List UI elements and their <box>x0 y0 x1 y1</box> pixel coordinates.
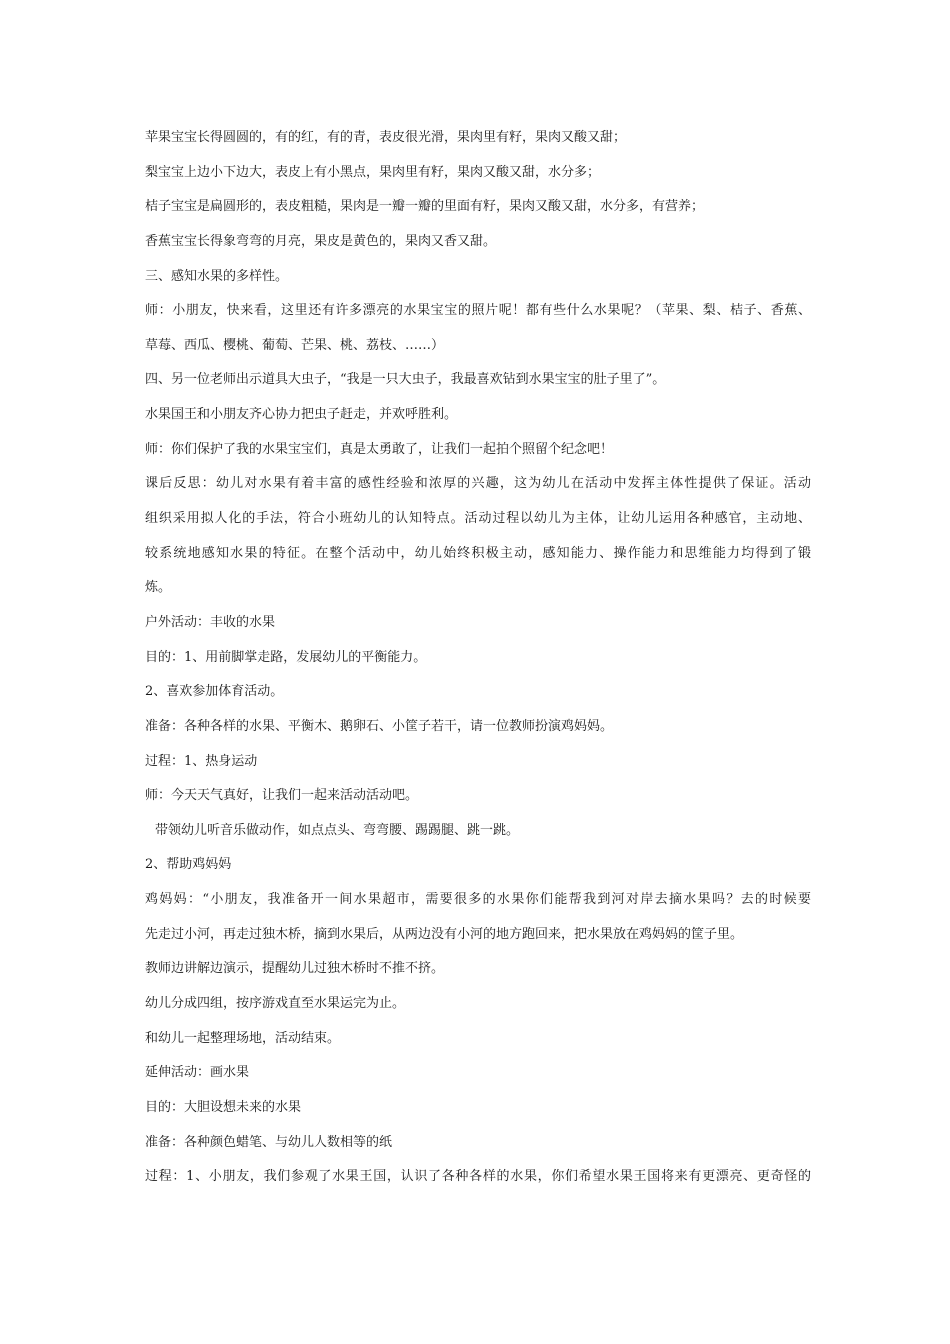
paragraph-line: 香蕉宝宝长得象弯弯的月亮，果皮是黄色的，果肉又香又甜。 <box>145 233 497 249</box>
paragraph-line: 师：你们保护了我的水果宝宝们，真是太勇敢了，让我们一起拍个照留个纪念吧！ <box>145 441 614 457</box>
paragraph-line: 幼儿分成四组，按序游戏直至水果运完为止。 <box>145 996 406 1012</box>
paragraph-line: 草莓、西瓜、樱桃、葡萄、芒果、桃、荔枝、……） <box>145 337 445 353</box>
section-heading: 四、另一位老师出示道具大虫子，“我是一只大虫子，我最喜欢钻到水果宝宝的肚子里了”。 <box>145 372 666 388</box>
paragraph-line: 带领幼儿听音乐做动作，如点点头、弯弯腰、踢踢腿、跳一跳。 <box>155 822 520 838</box>
paragraph-line: 目的：大胆设想未来的水果 <box>145 1099 302 1115</box>
section-heading: 户外活动：丰收的水果 <box>145 614 276 630</box>
paragraph-line: 师：今天天气真好，让我们一起来活动活动吧。 <box>145 788 419 804</box>
paragraph-line: 水果国王和小朋友齐心协力把虫子赶走，并欢呼胜利。 <box>145 407 458 423</box>
paragraph-line: 过程：1、小朋友，我们参观了水果王国，认识了各种各样的水果，你们希望水果王国将来有更漂亮、更奇怪的 <box>145 1169 811 1185</box>
paragraph-line: 梨宝宝上边小下边大，表皮上有小黑点，果肉里有籽，果肉又酸又甜，水分多； <box>145 164 601 180</box>
paragraph-line: 先走过小河，再走过独木桥，摘到水果后，从两边没有小河的地方跑回来，把水果放在鸡妈妈的筐子里。 <box>145 926 744 942</box>
paragraph-line: 准备：各种各样的水果、平衡木、鹅卵石、小筐子若干，请一位教师扮演鸡妈妈。 <box>145 718 614 734</box>
paragraph-line: 过程：1、热身运动 <box>145 753 258 769</box>
paragraph-line: 2、帮助鸡妈妈 <box>145 857 232 873</box>
paragraph-line: 较系统地感知水果的特征。在整个活动中，幼儿始终积极主动，感知能力、操作能力和思维能力均得到了锻 <box>145 545 811 561</box>
paragraph-line: 师：小朋友，快来看，这里还有许多漂亮的水果宝宝的照片呢！都有些什么水果呢？（苹果、梨、桔子、香蕉、 <box>145 303 811 319</box>
paragraph-line: 桔子宝宝是扁圆形的，表皮粗糙，果肉是一瓣一瓣的里面有籽，果肉又酸又甜，水分多，有营养； <box>145 199 705 215</box>
paragraph-line: 课后反思：幼儿对水果有着丰富的感性经验和浓厚的兴趣，这为幼儿在活动中发挥主体性提供了保证。活动 <box>145 476 811 492</box>
paragraph-line: 准备：各种颜色蜡笔、与幼儿人数相等的纸 <box>145 1134 393 1150</box>
paragraph-line: 教师边讲解边演示，提醒幼儿过独木桥时不推不挤。 <box>145 961 445 977</box>
paragraph-line: 和幼儿一起整理场地，活动结束。 <box>145 1030 341 1046</box>
section-heading: 延伸活动：画水果 <box>145 1065 250 1081</box>
paragraph-line: 组织采用拟人化的手法，符合小班幼儿的认知特点。活动过程以幼儿为主体，让幼儿运用各种感官，主动地、 <box>145 511 811 527</box>
paragraph-line: 苹果宝宝长得圆圆的，有的红，有的青，表皮很光滑，果肉里有籽，果肉又酸又甜； <box>145 130 627 145</box>
paragraph-line: 目的：1、用前脚掌走路，发展幼儿的平衡能力。 <box>145 649 427 665</box>
paragraph-line: 鸡妈妈：“小朋友，我准备开一间水果超市，需要很多的水果你们能帮我到河对岸去摘水果吗？去的时候要 <box>145 892 811 908</box>
paragraph-line: 炼。 <box>145 580 172 596</box>
paragraph-line: 2、喜欢参加体育活动。 <box>145 684 284 700</box>
section-heading: 三、感知水果的多样性。 <box>145 268 289 284</box>
document-body <box>145 124 811 1198</box>
